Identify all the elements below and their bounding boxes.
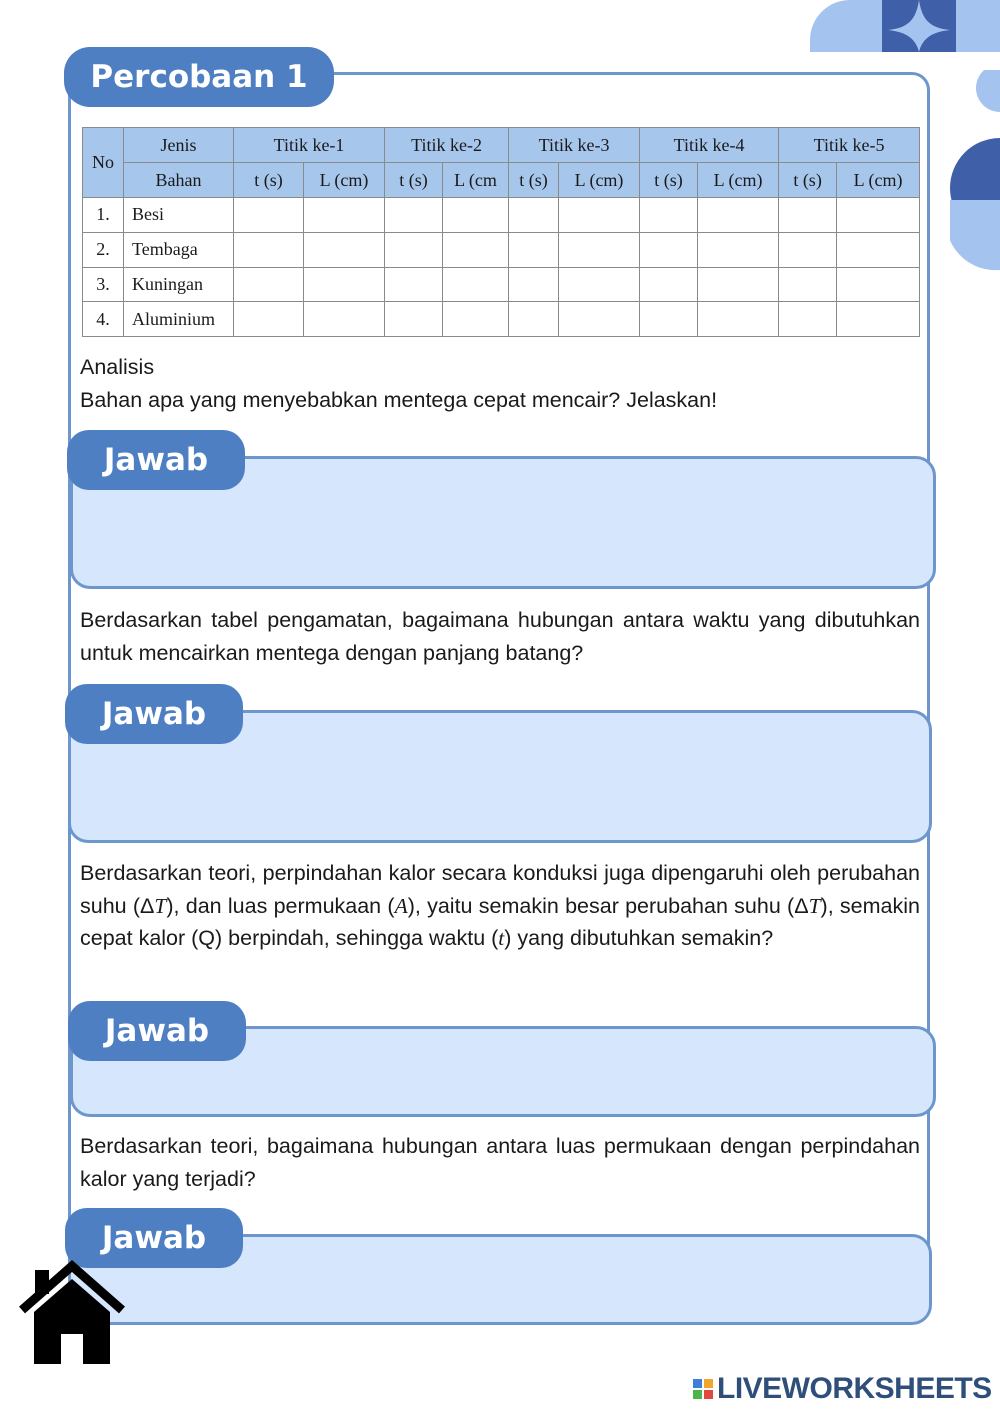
table-row bbox=[83, 198, 920, 233]
question-2: Berdasarkan tabel pengamatan, bagaimana hubungan antara waktu yang dibutuhkan untuk mencairkan mentega dengan panjang batang? bbox=[80, 608, 920, 665]
logo-square bbox=[704, 1379, 713, 1388]
input-cell[interactable] bbox=[443, 198, 509, 233]
logo-square bbox=[693, 1390, 702, 1399]
input-cell[interactable] bbox=[234, 302, 304, 337]
decorative-star-shape bbox=[810, 0, 1000, 52]
header-material: Jenis bbox=[124, 128, 234, 163]
input-cell[interactable] bbox=[509, 267, 559, 302]
sub-header-time: t (s) bbox=[509, 163, 559, 198]
table-row bbox=[83, 232, 920, 267]
analysis-heading: Analisis bbox=[80, 355, 155, 379]
answer-label-3: Jawab bbox=[68, 1001, 246, 1061]
page-title: Percobaan 1 bbox=[64, 47, 334, 107]
liveworksheets-logo-icon bbox=[693, 1379, 713, 1399]
row-number: 3. bbox=[83, 267, 124, 302]
material-name: Aluminium bbox=[124, 302, 234, 337]
material-name: Kuningan bbox=[124, 267, 234, 302]
input-cell[interactable] bbox=[640, 302, 698, 337]
input-cell[interactable] bbox=[698, 267, 779, 302]
input-cell[interactable] bbox=[443, 302, 509, 337]
input-cell[interactable] bbox=[640, 267, 698, 302]
input-cell[interactable] bbox=[509, 302, 559, 337]
home-icon[interactable] bbox=[16, 1260, 128, 1368]
sub-header-time: t (s) bbox=[779, 163, 837, 198]
answer-label-1: Jawab bbox=[67, 430, 245, 490]
input-cell[interactable] bbox=[837, 267, 920, 302]
input-cell[interactable] bbox=[779, 232, 837, 267]
decorative-circles-shape bbox=[950, 70, 1000, 280]
table-row bbox=[83, 267, 920, 302]
question-3-part: ), dan luas permukaan ( bbox=[166, 893, 395, 918]
question-3-part: ), yaitu semakin besar perubahan suhu (Δ bbox=[407, 893, 809, 918]
input-cell[interactable] bbox=[779, 302, 837, 337]
row-number: 2. bbox=[83, 232, 124, 267]
header-point-1: Titik ke-1 bbox=[234, 128, 385, 163]
question-3-part: Berdasarkan teori, perpindahan kalor secara konduksi juga dipengaruhi oleh perubahan suhu (Δ bbox=[80, 861, 920, 918]
brand-name: LIVEWORKSHEETS bbox=[717, 1372, 992, 1405]
input-cell[interactable] bbox=[698, 198, 779, 233]
input-cell[interactable] bbox=[559, 232, 640, 267]
logo-square bbox=[704, 1390, 713, 1399]
input-cell[interactable] bbox=[385, 232, 443, 267]
input-cell[interactable] bbox=[559, 198, 640, 233]
sub-header-length: L (cm) bbox=[698, 163, 779, 198]
question-4: Berdasarkan teori, bagaimana hubungan antara luas permukaan dengan perpindahan kalor yang terjadi? bbox=[80, 1134, 920, 1191]
logo-square bbox=[693, 1379, 702, 1388]
answer-label-2: Jawab bbox=[65, 684, 243, 744]
symbol-delta-t: T bbox=[808, 893, 821, 918]
answer-label-4: Jawab bbox=[65, 1208, 243, 1268]
header-point-5: Titik ke-5 bbox=[779, 128, 920, 163]
input-cell[interactable] bbox=[304, 302, 385, 337]
input-cell[interactable] bbox=[304, 198, 385, 233]
input-cell[interactable] bbox=[509, 232, 559, 267]
symbol-delta-t: T bbox=[154, 893, 167, 918]
input-cell[interactable] bbox=[698, 232, 779, 267]
material-name: Tembaga bbox=[124, 232, 234, 267]
input-cell[interactable] bbox=[304, 232, 385, 267]
header-point-2: Titik ke-2 bbox=[385, 128, 509, 163]
input-cell[interactable] bbox=[640, 198, 698, 233]
input-cell[interactable] bbox=[509, 198, 559, 233]
question-3-part: ) yang dibutuhkan semakin? bbox=[504, 926, 774, 950]
input-cell[interactable] bbox=[837, 302, 920, 337]
sub-header-length: L (cm) bbox=[837, 163, 920, 198]
header-no: No bbox=[83, 128, 124, 198]
input-cell[interactable] bbox=[385, 267, 443, 302]
input-cell[interactable] bbox=[837, 198, 920, 233]
material-name: Besi bbox=[124, 198, 234, 233]
input-cell[interactable] bbox=[443, 267, 509, 302]
sub-header-time: t (s) bbox=[640, 163, 698, 198]
sub-header-length: L (cm bbox=[443, 163, 509, 198]
liveworksheets-logo[interactable] bbox=[693, 1372, 992, 1406]
header-point-4: Titik ke-4 bbox=[640, 128, 779, 163]
sub-header-time: t (s) bbox=[234, 163, 304, 198]
input-cell[interactable] bbox=[779, 267, 837, 302]
input-cell[interactable] bbox=[640, 232, 698, 267]
question-1: Bahan apa yang menyebabkan mentega cepat mencair? Jelaskan! bbox=[80, 388, 718, 412]
sub-header-time: t (s) bbox=[385, 163, 443, 198]
input-cell[interactable] bbox=[698, 302, 779, 337]
input-cell[interactable] bbox=[443, 232, 509, 267]
input-cell[interactable] bbox=[385, 198, 443, 233]
input-cell[interactable] bbox=[559, 267, 640, 302]
input-cell[interactable] bbox=[234, 198, 304, 233]
question-3-part: ), semakin cepat kalor (Q) berpindah, sehingga waktu ( bbox=[80, 893, 920, 950]
input-cell[interactable] bbox=[234, 232, 304, 267]
input-cell[interactable] bbox=[837, 232, 920, 267]
input-cell[interactable] bbox=[779, 198, 837, 233]
sub-header-length: L (cm) bbox=[559, 163, 640, 198]
question-3 bbox=[80, 857, 920, 955]
symbol-area: A bbox=[394, 893, 408, 918]
input-cell[interactable] bbox=[559, 302, 640, 337]
row-number: 4. bbox=[83, 302, 124, 337]
header-material-line2: Bahan bbox=[124, 163, 234, 198]
input-cell[interactable] bbox=[234, 267, 304, 302]
observation-table bbox=[82, 127, 920, 337]
input-cell[interactable] bbox=[304, 267, 385, 302]
input-cell[interactable] bbox=[385, 302, 443, 337]
sub-header-length: L (cm) bbox=[304, 163, 385, 198]
header-point-3: Titik ke-3 bbox=[509, 128, 640, 163]
symbol-time: t bbox=[498, 926, 505, 950]
table-row bbox=[83, 302, 920, 337]
row-number: 1. bbox=[83, 198, 124, 233]
